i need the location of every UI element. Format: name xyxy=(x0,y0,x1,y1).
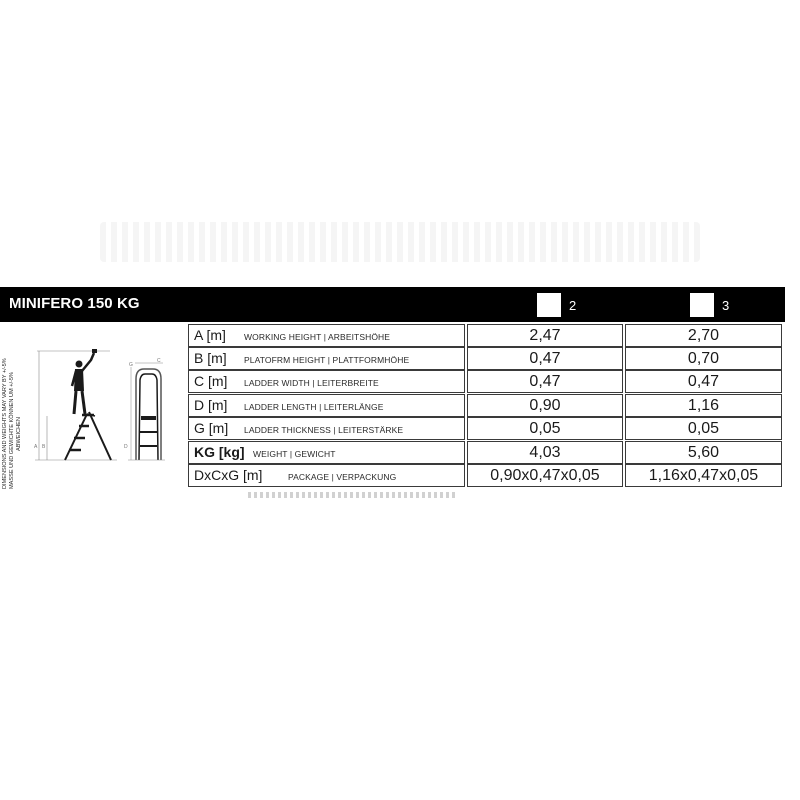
param-description: LADDER LENGTH | LEITERLÄNGE xyxy=(244,402,384,412)
spec-value-variant-3: 1,16 xyxy=(625,394,782,417)
ladder-front-view-icon xyxy=(128,363,165,460)
spec-label-cell xyxy=(188,324,465,347)
spec-label-cell xyxy=(188,347,465,370)
param-description: LADDER WIDTH | LEITERBREITE xyxy=(244,378,379,388)
table-header-bar xyxy=(0,287,785,322)
param-description: WORKING HEIGHT | ARBEITSHÖHE xyxy=(244,332,391,342)
variant-swatch-box xyxy=(537,293,561,317)
spec-row-package xyxy=(188,464,782,487)
variant-swatch-box xyxy=(690,293,714,317)
param-code: C [m] xyxy=(194,373,228,389)
ladder-illustration xyxy=(25,336,185,466)
variant-column-3 xyxy=(690,291,729,319)
spec-label-cell xyxy=(188,370,465,393)
param-code: B [m] xyxy=(194,350,227,366)
param-code-unit-bold: KG [kg] xyxy=(194,444,245,460)
product-title: MINIFERO 150 KG xyxy=(9,295,140,312)
spec-value-variant-2: 4,03 xyxy=(467,441,623,464)
spec-value-variant-2: 0,90x0,47x0,05 xyxy=(467,464,623,487)
param-description: WEIGHT | GEWICHT xyxy=(253,449,336,459)
faded-footnote xyxy=(248,492,458,498)
spec-value-variant-2: 2,47 xyxy=(467,324,623,347)
dimension-letter-c: C xyxy=(157,358,161,364)
spec-value-variant-3: 0,05 xyxy=(625,417,782,440)
spec-value-variant-3: 0,47 xyxy=(625,370,782,393)
spec-value-variant-3: 2,70 xyxy=(625,324,782,347)
spec-label-cell xyxy=(188,441,465,464)
param-code: A [m] xyxy=(194,327,226,343)
param-code: DxCxG [m] xyxy=(194,467,263,483)
spec-value-variant-2: 0,05 xyxy=(467,417,623,440)
variant-label: 3 xyxy=(722,297,730,313)
spec-row-ladder-width xyxy=(188,370,782,393)
spec-row-working-height xyxy=(188,324,782,347)
spec-value-variant-3: 1,16x0,47x0,05 xyxy=(625,464,782,487)
param-description: PLATOFRM HEIGHT | PLATTFORMHÖHE xyxy=(244,355,410,365)
variant-column-2 xyxy=(537,291,576,319)
dimension-letter-b: B xyxy=(42,444,46,450)
worker-on-ladder-icon xyxy=(35,349,117,460)
spec-row-platform-height xyxy=(188,347,782,370)
tolerance-note-line-1: DIMENSIONS AND WEIGHTS MAY VARY BY +/-5% xyxy=(2,358,8,489)
spec-row-ladder-length xyxy=(188,394,782,417)
dimension-letter-a: A xyxy=(34,444,38,450)
param-code: D [m] xyxy=(194,397,228,413)
spec-value-variant-2: 0,47 xyxy=(467,347,623,370)
spec-label-cell xyxy=(188,394,465,417)
spec-value-variant-2: 0,90 xyxy=(467,394,623,417)
tolerance-note-line-3: ABWEICHEN xyxy=(16,417,22,451)
spec-row-weight xyxy=(188,441,782,464)
dimension-letter-g: G xyxy=(129,362,133,368)
spec-label-cell xyxy=(188,417,465,440)
spec-value-variant-2: 0,47 xyxy=(467,370,623,393)
spec-value-variant-3: 0,70 xyxy=(625,347,782,370)
param-description: PACKAGE | VERPACKUNG xyxy=(288,472,397,482)
variant-label: 2 xyxy=(569,297,577,313)
tolerance-note-line-2: MASSE UND GEWICHTE KÖNNEN UM +/-5% xyxy=(9,371,15,489)
faded-background-text xyxy=(100,222,700,262)
spec-label-cell xyxy=(188,464,465,487)
param-code xyxy=(194,444,245,460)
dimension-letter-d: D xyxy=(124,444,128,450)
param-description: LADDER THICKNESS | LEITERSTÄRKE xyxy=(244,425,404,435)
spec-row-ladder-thickness xyxy=(188,417,782,440)
param-code: G [m] xyxy=(194,420,229,436)
spec-value-variant-3: 5,60 xyxy=(625,441,782,464)
